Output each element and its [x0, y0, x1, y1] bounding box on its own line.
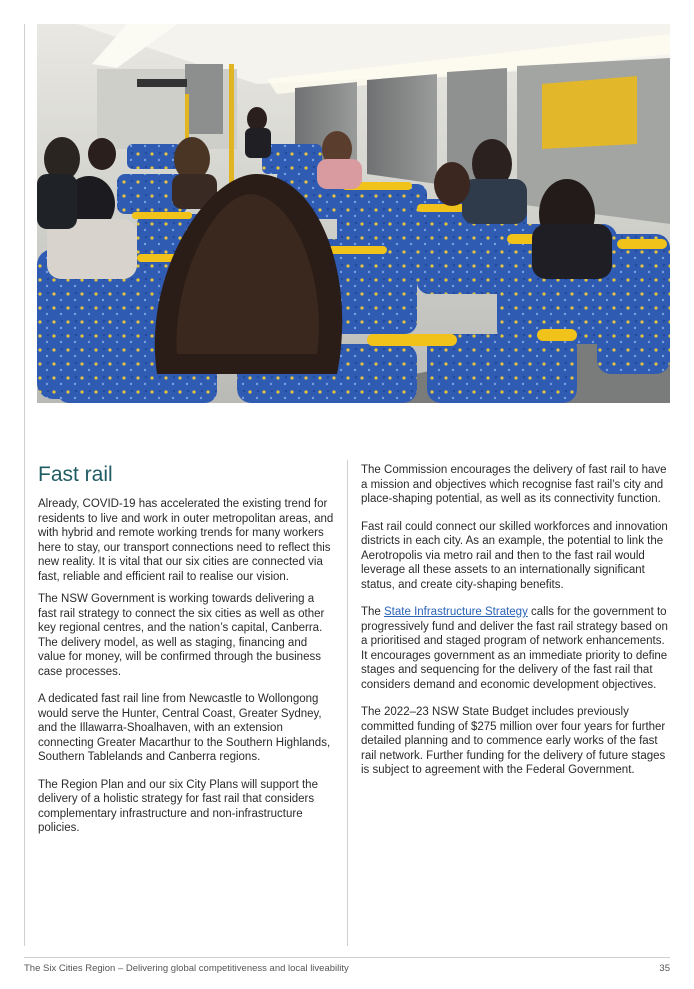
section-heading: Fast rail — [38, 463, 113, 486]
body-paragraph: The 2022–23 NSW State Budget includes previously committed funding of $275 million over four years for further detailed planning and to commence early works of the fast rail network. Further funding for the delivery of future stages is subject to agreement with the Federal Government. — [361, 706, 666, 776]
state-infrastructure-strategy-link[interactable]: State Infrastructure Strategy — [384, 606, 528, 618]
body-paragraph: The Region Plan and our six City Plans will support the delivery of a holistic strategy for fast rail that considers complementary infrastructure and non-infrastructure policies. — [38, 778, 318, 834]
footer-rule — [24, 957, 670, 958]
body-paragraph: Fast rail could connect our skilled workforces and innovation districts in each city. As an example, the potential to link the Aerotropolis via metro rail and then to the fast rail would leverage all these assets to an internationally significant status, and create city-shaping benefits. — [361, 520, 668, 591]
footer-title: The Six Cities Region – Delivering global competitiveness and local liveability — [24, 963, 349, 974]
left-margin-rule — [24, 24, 25, 946]
page-number: 35 — [659, 963, 670, 974]
body-paragraph: A dedicated fast rail line from Newcastle to Wollongong would serve the Hunter, Central Coast, Greater Sydney, and the Illawarra-Shoalhaven, with an extension connecting Greater Macarthur to the Southern Highlands, Southern Tablelands and Canberra regions. — [38, 693, 331, 763]
body-paragraph-with-link — [361, 605, 673, 692]
body-paragraph: Already, COVID-19 has accelerated the existing trend for residents to live and work in outer metropolitan areas, and with hybrid and remote working trends for many workers here to stay, our transport connections need to reflect this new reality. It is vital that our six cities are connected via fast, reliable and efficient rail to realise our vision. — [38, 498, 334, 583]
train-interior-photo — [37, 24, 670, 403]
right-column — [361, 463, 673, 791]
page-footer — [24, 963, 670, 974]
link-prefix: The — [361, 606, 385, 618]
body-paragraph: The NSW Government is working towards delivering a fast rail strategy to connect the six cities as well as other key regional centres, and the nation’s capital, Canberra. The delivery model, as well as staging, financing and value for money, will be confirmed through the business case processes. — [38, 593, 325, 678]
link-suffix: calls for the government to progressively fund and deliver the fast rail strategy based on a prioritised and staged program of network enhancements. It encourages government as an immediate priority to define stages and sequencing for the delivery of the fast rail that considers demand and economic development objectives. — [361, 606, 668, 691]
column-divider — [347, 460, 348, 946]
body-paragraph: The Commission encourages the delivery of fast rail to have a mission and objectives which recognise fast rail’s city and place-shaping potential, as well as its connectivity function. — [361, 464, 667, 505]
left-column — [38, 462, 334, 849]
